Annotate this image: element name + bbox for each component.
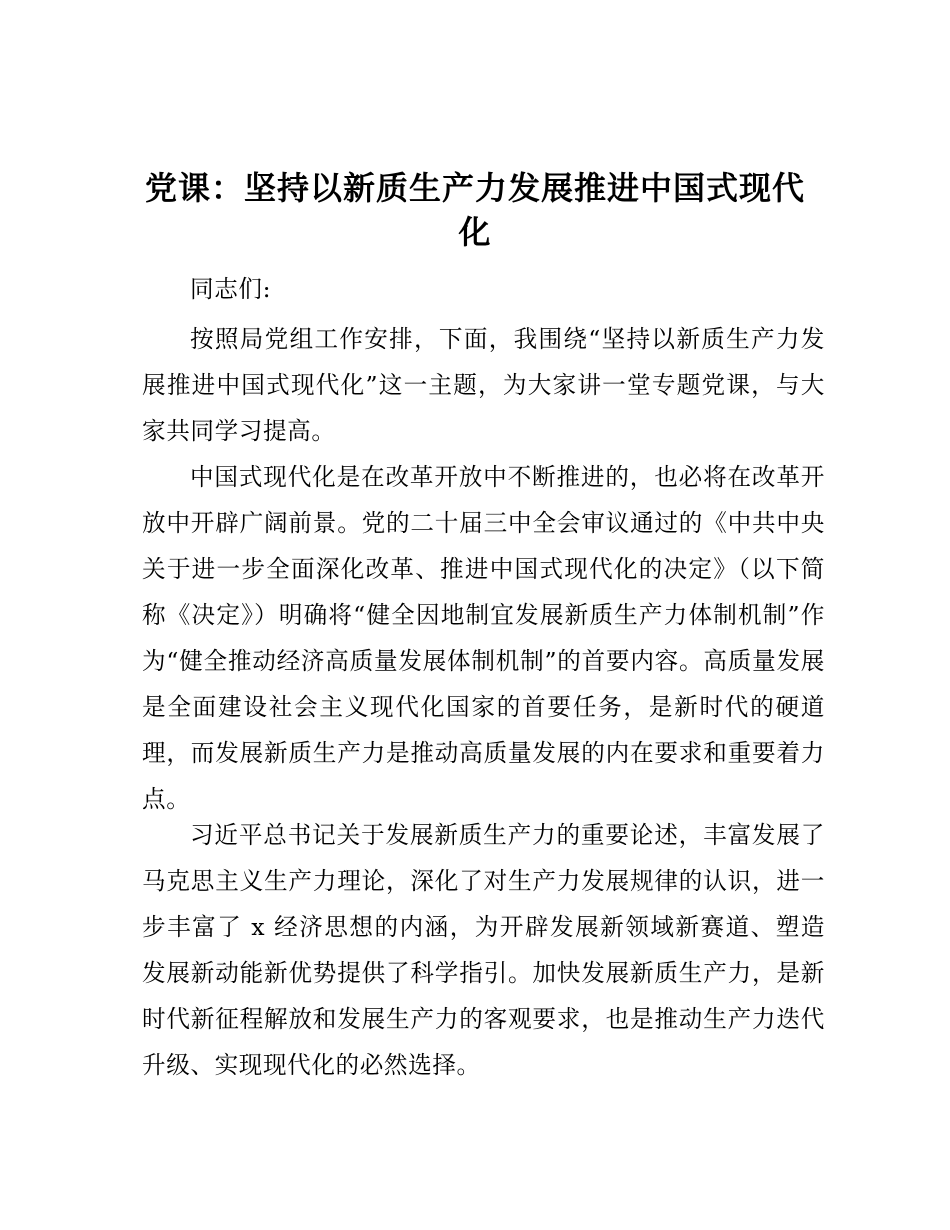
paragraph-3: 习近平总书记关于发展新质生产力的重要论述，丰富发展了马克思主义生产力理论，深化了对生产力发展规律的认识，进一步丰富了 x 经济思想的内涵，为开辟发展新领域新赛道、塑造发展新动能新优势提供了科学指引。加快发展新质生产力，是新时代新征程解放和发展生产力的客观要求，也是推动生产力迭代升级、实现现代化的必然选择。 bbox=[142, 821, 825, 1079]
paragraph-2: 中国式现代化是在改革开放中不断推进的，也必将在改革开放中开辟广阔前景。党的二十届三中全会审议通过的《中共中央关于进一步全面深化改革、推进中国式现代化的决定》（以下简称《决定》）明确将“健全因地制宜发展新质生产力体制机制”作为“健全推动经济高质量发展体制机制”的首要内容。高质量发展是全面建设社会主义现代化国家的首要任务，是新时代的硬道理，而发展新质生产力是推动高质量发展的内在要求和重要着力点。 bbox=[142, 463, 825, 813]
paragraph-1: 按照局党组工作安排，下面，我围绕“坚持以新质生产力发展推进中国式现代化”这一主题，为大家讲一堂专题党课，与大家共同学习提高。 bbox=[142, 325, 825, 445]
document-title: 党课：坚持以新质生产力发展推进中国式现代化 bbox=[144, 169, 805, 251]
greeting: 同志们: bbox=[190, 275, 272, 303]
